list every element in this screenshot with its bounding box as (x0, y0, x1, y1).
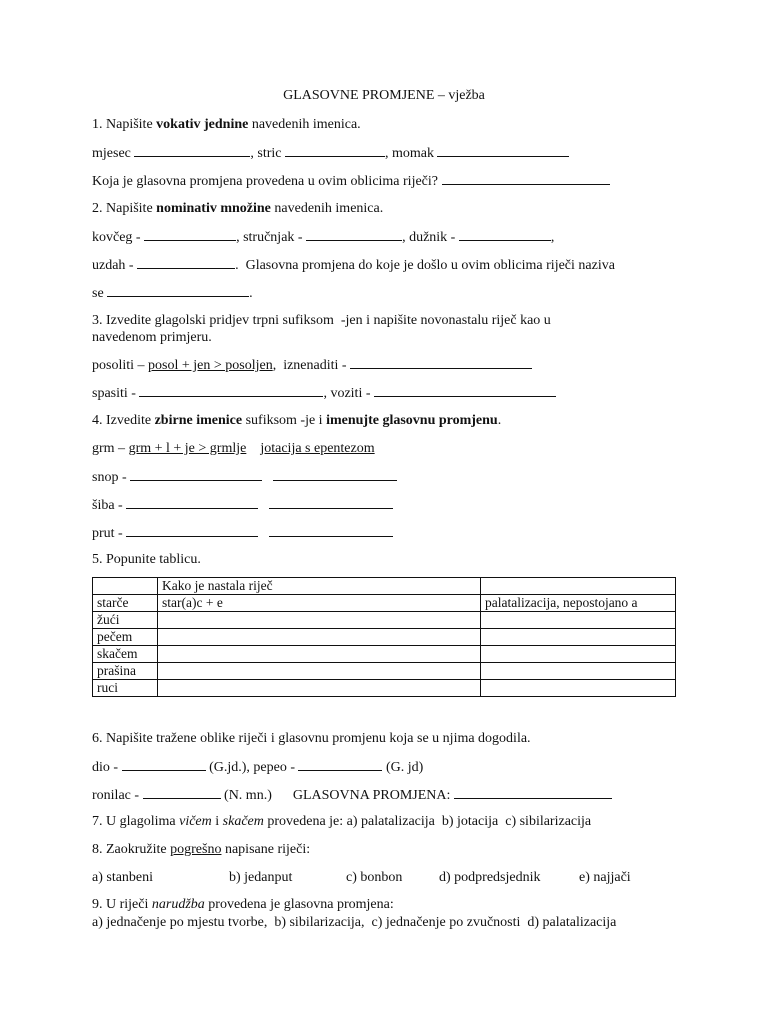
word-skacem: skačem (222, 814, 264, 829)
question-4-example (92, 440, 375, 457)
period: . (497, 413, 502, 428)
table-cell: starče (93, 595, 158, 612)
word-stric: , stric (250, 146, 285, 161)
answer-blank[interactable] (306, 228, 402, 241)
answer-blank[interactable] (298, 758, 382, 771)
question-9-options: a) jednačenje po mjestu tvorbe, b) sibilarizacija, c) jednačenje po zvučnosti d) palatalizacija (92, 915, 617, 930)
answer-blank[interactable] (139, 384, 323, 397)
word-vicem: vičem (179, 814, 212, 829)
page-title: GLASOVNE PROMJENE – vježba (283, 88, 485, 103)
word-momak: , momak (384, 146, 438, 161)
word-snop: snop - (92, 470, 131, 485)
word-kovceg: kovčeg - (92, 230, 145, 245)
question-8-heading (92, 841, 310, 858)
question-2-words-3 (92, 284, 253, 302)
question-3-heading-2: navedenom primjeru. (92, 330, 212, 345)
q4-mid: sufiksom -je i (242, 413, 327, 428)
table-row (93, 646, 676, 663)
question-3-example (92, 356, 532, 374)
q1-rest: navedenih imenica. (248, 117, 361, 132)
q1-text: 1. Napišite (92, 117, 157, 132)
q9-text: 9. U riječi (92, 897, 152, 912)
word-narudzba: narudžba (151, 897, 205, 912)
option-c[interactable]: c) bonbon (346, 870, 403, 885)
table-cell[interactable] (481, 646, 676, 663)
q8-text: 8. Zaokružite (92, 842, 171, 857)
question-2-heading (92, 200, 383, 217)
table-cell[interactable] (158, 612, 481, 629)
question-5-heading: 5. Popunite tablicu. (92, 552, 201, 567)
answer-blank[interactable] (144, 228, 236, 241)
question-3-heading: 3. Izvedite glagolski pridjev trpni sufiksom -jen i napišite novonastalu riječ kao u (92, 313, 551, 328)
q2-sub: . Glasovna promjena do koje je došlo u ovim oblicima riječi naziva (235, 258, 615, 273)
question-6-line-2 (92, 786, 612, 804)
answer-blank[interactable] (269, 524, 393, 537)
word-mjesec: mjesec (92, 146, 135, 161)
answer-blank[interactable] (134, 144, 250, 157)
word-table (92, 577, 676, 697)
answer-blank[interactable] (137, 256, 235, 269)
question-1-sub (92, 172, 610, 190)
period: . (249, 286, 253, 301)
example-derivation: grm + l + je > grmlje (128, 441, 247, 456)
q4-bold-2: imenujte glasovnu promjenu (326, 413, 498, 428)
answer-blank[interactable] (437, 144, 569, 157)
table-cell: ruci (93, 680, 158, 697)
example-word: grm – (92, 441, 129, 456)
table-row (93, 629, 676, 646)
word-dio: dio - (92, 760, 122, 775)
option-b[interactable]: b) jedanput (229, 870, 293, 885)
table-header-row (93, 578, 676, 595)
word-strucnjak: , stručnjak - (236, 230, 307, 245)
q9-rest: provedena je glasovna promjena: (204, 897, 394, 912)
question-6-line-1 (92, 758, 423, 776)
q2-text: 2. Napišite (92, 201, 157, 216)
question-9-heading (92, 896, 394, 913)
table-row (93, 663, 676, 680)
table-row (93, 680, 676, 697)
question-4-heading (92, 412, 501, 429)
table-row (93, 612, 676, 629)
table-cell: Kako je nastala riječ (158, 578, 481, 595)
table-cell: star(a)c + e (158, 595, 481, 612)
table-cell[interactable] (158, 629, 481, 646)
case-label: (G. jd) (382, 760, 424, 775)
table-cell: pečem (93, 629, 158, 646)
answer-blank[interactable] (454, 786, 612, 799)
answer-blank[interactable] (350, 356, 532, 369)
answer-blank[interactable] (126, 496, 258, 509)
word-voziti: , voziti - (323, 386, 374, 401)
answer-blank[interactable] (269, 496, 393, 509)
table-cell[interactable] (158, 646, 481, 663)
q4-text: 4. Izvedite (92, 413, 155, 428)
table-cell: žući (93, 612, 158, 629)
table-cell[interactable] (158, 663, 481, 680)
answer-blank[interactable] (143, 786, 221, 799)
table-cell[interactable] (481, 612, 676, 629)
answer-blank[interactable] (122, 758, 206, 771)
table-cell: skačem (93, 646, 158, 663)
answer-blank[interactable] (285, 144, 385, 157)
question-2-words-2 (92, 256, 615, 274)
table-cell[interactable] (481, 663, 676, 680)
table-cell (93, 578, 158, 595)
word-uzdah: uzdah - (92, 258, 138, 273)
q7-mid: i (211, 814, 223, 829)
question-1-words (92, 144, 569, 162)
q8-rest: napisane riječi: (221, 842, 311, 857)
table-cell[interactable] (481, 680, 676, 697)
word-duznik: , dužnik - (402, 230, 459, 245)
example-word: posoliti – (92, 358, 149, 373)
q2-rest: navedenih imenica. (270, 201, 384, 216)
question-4-item (92, 524, 393, 542)
option-a[interactable]: a) stanbeni (92, 870, 154, 885)
q6-label: (N. mn.) GLASOVNA PROMJENA: (220, 788, 454, 803)
question-3-words (92, 384, 556, 402)
answer-blank[interactable] (130, 468, 262, 481)
table-cell: palatalizacija, nepostojano a (481, 595, 676, 612)
answer-blank[interactable] (374, 384, 556, 397)
question-2-words (92, 228, 554, 246)
q8-underlined: pogrešno (170, 842, 222, 857)
table-cell: prašina (93, 663, 158, 680)
word-prut: prut - (92, 526, 127, 541)
q4-bold-1: zbirne imenice (154, 413, 243, 428)
table-cell[interactable] (481, 629, 676, 646)
answer-blank[interactable] (107, 284, 249, 297)
example-derivation: posol + jen > posoljen (148, 358, 273, 373)
answer-blank[interactable] (126, 524, 258, 537)
answer-blank[interactable] (273, 468, 397, 481)
word-siba: šiba - (92, 498, 127, 513)
question-4-item (92, 468, 397, 486)
word-spasiti: spasiti - (92, 386, 140, 401)
question-4-item (92, 496, 393, 514)
question-7 (92, 813, 591, 830)
table-row (93, 595, 676, 612)
word-iznenaditi: , iznenaditi - (272, 358, 351, 373)
question-6-heading: 6. Napišite tražene oblike riječi i glasovnu promjenu koja se u njima dogodila. (92, 731, 531, 746)
q1-bold: vokativ jednine (156, 117, 249, 132)
word-ronilac: ronilac - (92, 788, 143, 803)
q1-question: Koja je glasovna promjena provedena u ovim oblicima riječi? (92, 174, 442, 189)
answer-blank[interactable] (459, 228, 551, 241)
question-1-heading (92, 116, 361, 133)
word-se: se (92, 286, 108, 301)
q7-text: 7. U glagolima (92, 814, 180, 829)
option-e[interactable]: e) najjači (579, 870, 631, 885)
example-change: jotacija s epentezom (260, 441, 375, 456)
comma: , (550, 230, 555, 245)
answer-blank[interactable] (442, 172, 610, 185)
option-d[interactable]: d) podpredsjednik (439, 870, 541, 885)
word-pepeo: (G.jd.), pepeo - (205, 760, 299, 775)
table-cell[interactable] (158, 680, 481, 697)
q2-bold: nominativ množine (156, 201, 271, 216)
table-cell (481, 578, 676, 595)
q7-options: provedena je: a) palatalizacija b) jotacija c) sibilarizacija (263, 814, 592, 829)
